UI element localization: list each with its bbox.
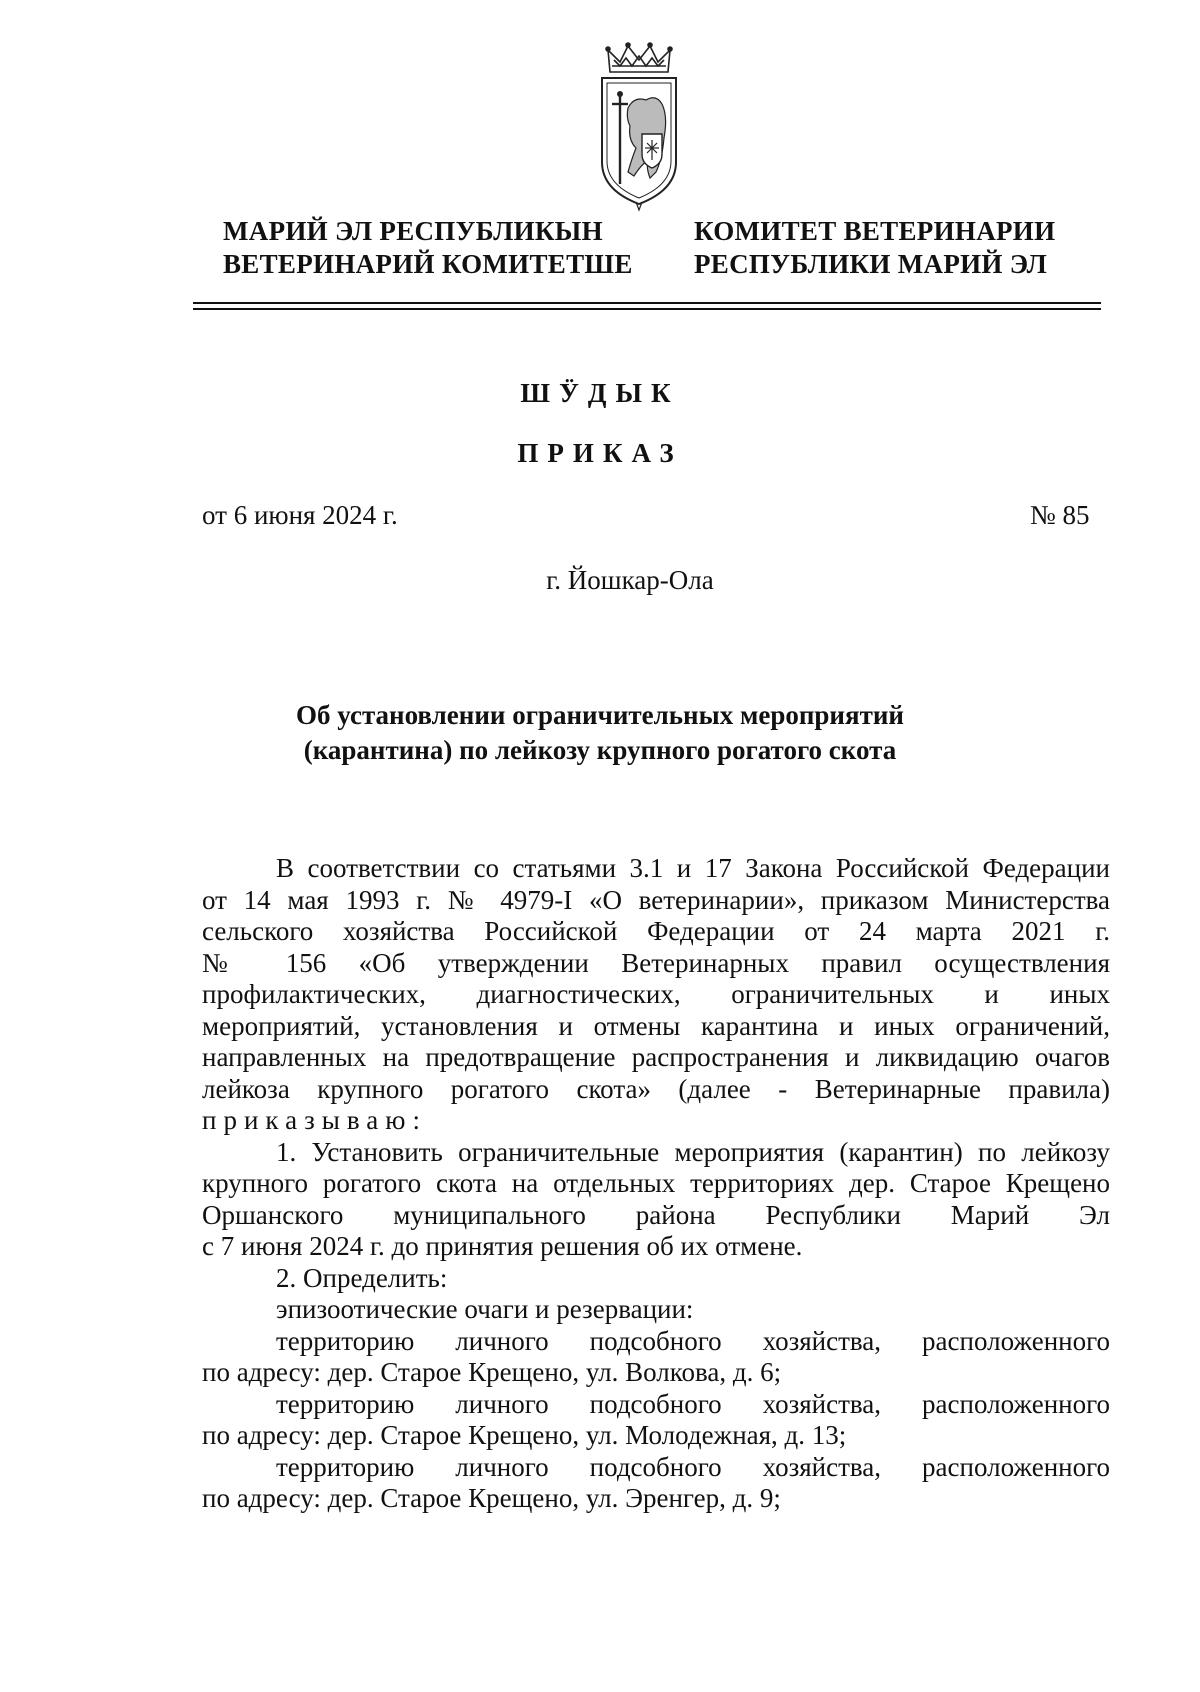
body-line: эпизоотические очаги и резервации: [276,1294,694,1324]
body-line: от 14 мая 1993 г. № 4979-I «О ветеринарии», приказом Министерства [202,884,1110,915]
title-mari: ШӰДЫК [520,378,680,408]
body-line: Оршанского муниципального района Республики Марий Эл [202,1199,1110,1230]
order-number: № 85 [1030,500,1090,530]
body-line: профилактических, диагностических, ограничительных и иных [202,979,1110,1009]
subject-line-2: (карантина) по лейкозу крупного рогатого скота [303,735,897,765]
body-line: территорию личного подсобного хозяйства, расположенного [276,1451,1110,1482]
body-line: мероприятий, установления и отмены карантина и иных ограничений, [202,1010,1110,1041]
body-line: по адресу: дер. Старое Крещено, ул. Волкова, д. 6; [202,1357,782,1387]
city-name: г. Йошкар-Ола [546,565,714,595]
coat-of-arms-emblem [598,42,680,212]
title-russian: ПРИКАЗ [517,438,683,468]
header-right-line2: РЕСПУБЛИКИ МАРИЙ ЭЛ [694,249,1048,279]
header-right-line1: КОМИТЕТ ВЕТЕРИНАРИИ [694,216,1056,246]
header-divider-bottom [193,308,1101,310]
body-line: территорию личного подсобного хозяйства, расположенного [276,1388,1110,1419]
order-body [202,853,1110,1515]
body-line: В соответствии со статьями 3.1 и 17 Закона Российской Федерации [276,853,1110,883]
body-line-prikazyvayu: приказываю: [202,1105,427,1135]
body-line: направленных на предотвращение распространения и ликвидацию очагов [202,1042,1110,1072]
body-line: № 156 «Об утверждении Ветеринарных правил осуществления [202,947,1110,978]
header-right-block [694,215,1055,281]
body-line: территорию личного подсобного хозяйства, расположенного [276,1325,1110,1356]
body-line: 2. Определить: [276,1262,448,1293]
body-line: 1. Установить ограничительные мероприятия (карантин) по лейкозу [276,1136,1110,1167]
body-line: крупного рогатого скота на отдельных территориях дер. Старое Крещено [202,1168,1110,1198]
header-left-block [223,215,633,281]
subject-line-1: Об установлении ограничительных мероприятий [296,700,904,730]
header-left-line1: МАРИЙ ЭЛ РЕСПУБЛИКЫН [223,216,603,246]
body-line: лейкоза крупного рогатого скота» (далее - Ветеринарные правила) [202,1073,1110,1104]
order-date: от 6 июня 2024 г. [202,500,398,530]
order-subject [0,698,1200,768]
header-left-line2: ВЕТЕРИНАРИЙ КОМИТЕТШЕ [223,249,633,279]
header-divider-top [193,302,1101,304]
body-line: сельского хозяйства Российской Федерации от 24 марта 2021 г. [202,916,1110,946]
body-line: с 7 июня 2024 г. до принятия решения об их отмене. [202,1231,803,1261]
body-line: по адресу: дер. Старое Крещено, ул. Эренгер, д. 9; [202,1483,781,1513]
body-line: по адресу: дер. Старое Крещено, ул. Молодежная, д. 13; [202,1420,847,1450]
